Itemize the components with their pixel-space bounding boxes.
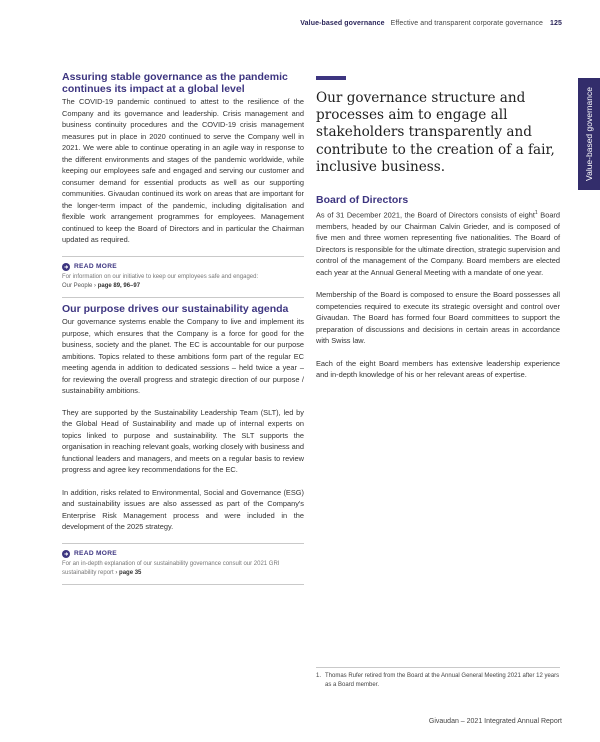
footnote-text: Thomas Rufer retired from the Board at the Annual General Meeting 2021 after 12 years as a Board member. bbox=[325, 673, 560, 688]
arrow-circle-icon bbox=[62, 263, 70, 271]
divider bbox=[62, 543, 304, 544]
side-section-tab[interactable] bbox=[578, 78, 600, 190]
heading-board-of-directors: Board of Directors bbox=[316, 194, 409, 207]
heading-stable-governance: Assuring stable governance as the pandemic continues its impact at a global level bbox=[62, 71, 288, 95]
read-more-reference[interactable]: › page 35 bbox=[115, 569, 142, 576]
header-subtitle: Effective and transparent corporate governance bbox=[390, 20, 543, 27]
read-more-label: READ MORE bbox=[74, 263, 117, 270]
read-more-description: For information on our initiative to keep our employees safe and engaged: bbox=[62, 273, 259, 280]
divider bbox=[62, 297, 304, 298]
pull-quote: Our governance structure and processes aim to engage all stakeholders transparently and contribute to the creation of a fair, inclusive business. bbox=[316, 90, 555, 175]
read-more-reference[interactable]: Our People › page 89, 96–97 bbox=[62, 282, 141, 289]
page-number: 125 bbox=[550, 20, 562, 27]
footnote-number: 1. bbox=[316, 673, 322, 679]
read-more-text-1 bbox=[62, 273, 304, 291]
paragraph-board-1 bbox=[316, 208, 560, 278]
read-more-callout-1[interactable] bbox=[62, 263, 304, 271]
paragraph-board-2: Membership of the Board is composed to ensure the Board possesses all competencies required to execute its strategic oversight and control over Givaudan. The Board has formed four Board committees to support the preparation of discussions and decisions in certain areas in accordance with Swiss law. bbox=[316, 290, 560, 346]
paragraph-purpose-1: Our governance systems enable the Company to live and implement its purpose, which ensures that the Company is a force for good for the business, society and the planet. The EC is accountable for our purpose ambitions. Topics related to these ambitions form part of the regular EC meeting agenda in addition to dedicated sessions – held twice a year – for reviewing the overall progress and strategic direction of our purpose / sustainability ambitions. bbox=[62, 317, 304, 395]
divider bbox=[62, 584, 304, 585]
paragraph-purpose-3: In addition, risks related to Environmental, Social and Governance (ESG) and sustainability issues are also assessed as part of the Company's Enterprise Risk Management process and were included in the development of the 2025 strategy. bbox=[62, 487, 304, 531]
footnote bbox=[316, 672, 560, 689]
footnote-marker[interactable]: 1 bbox=[534, 210, 538, 217]
paragraph-purpose-2: They are supported by the Sustainability Leadership Team (SLT), led by the Global Head of Sustainability and made up of internal experts on topics linked to purpose and sustainability. The SLT supports the organisation in reaching relevant goals, working closely with business and functional leaders and managers, and meets on a regular basis to review progress and agree key recommendations for the EC. bbox=[62, 407, 304, 474]
reference-page: page 35 bbox=[119, 569, 142, 576]
read-more-text-2 bbox=[62, 560, 304, 578]
heading-purpose: Our purpose drives our sustainability agenda bbox=[62, 302, 289, 315]
read-more-callout-2[interactable] bbox=[62, 550, 304, 558]
divider bbox=[62, 256, 304, 257]
right-column bbox=[316, 76, 560, 392]
side-tab-label: Value-based governance bbox=[584, 87, 595, 181]
board-text-rest: Board members, headed by our Chairman Calvin Grieder, and is composed of five men and three women representing five nationalities. The Board of Directors is responsible for the ultimate direction, strategic supervision and control of the management of the Company. Board members are elected each year at the Annual General Meeting with a mandate of one year. bbox=[316, 210, 561, 277]
arrow-circle-icon bbox=[62, 550, 70, 558]
paragraph-pandemic: The COVID-19 pandemic continued to attest to the resilience of the Company and its governance and leadership. Crisis management and business continuity procedures and the COVID-19 crisis management measures put in place in 2020 continued to serve the Company well in 2021. We were able to continue operating in an agile way in response to the different environments and stages of the pandemic worldwide, while keeping our employees safe and engaged and serving our customer and consumer demand for essential products as well as our supporting communities. Givaudan continued its work on areas that are important for the longer-term impact of the pandemic, including digitalisation and flexible work arrangement programmes for employees. Management continued to keep the Board of Directors and in particular the Chairman updated as required. bbox=[62, 97, 304, 244]
header-section-title: Value-based governance bbox=[300, 20, 385, 27]
reference-page: page 89, 96–97 bbox=[97, 282, 141, 289]
read-more-label: READ MORE bbox=[74, 550, 117, 557]
footnote-divider bbox=[316, 667, 560, 668]
page-header bbox=[300, 20, 562, 27]
accent-bar bbox=[316, 76, 346, 80]
page-footer: Givaudan – 2021 Integrated Annual Report bbox=[428, 718, 562, 725]
board-text-start: As of 31 December 2021, the Board of Directors consists of eight bbox=[316, 210, 535, 220]
reference-section: Our People bbox=[62, 282, 93, 289]
read-more-description: For an in-depth explanation of our sustainability governance consult our 2021 GRI sustainability report bbox=[62, 560, 280, 576]
paragraph-board-3: Each of the eight Board members has extensive leadership experience and in-depth knowledge of his or her relevant areas of expertise. bbox=[316, 358, 560, 380]
left-column bbox=[62, 72, 304, 591]
